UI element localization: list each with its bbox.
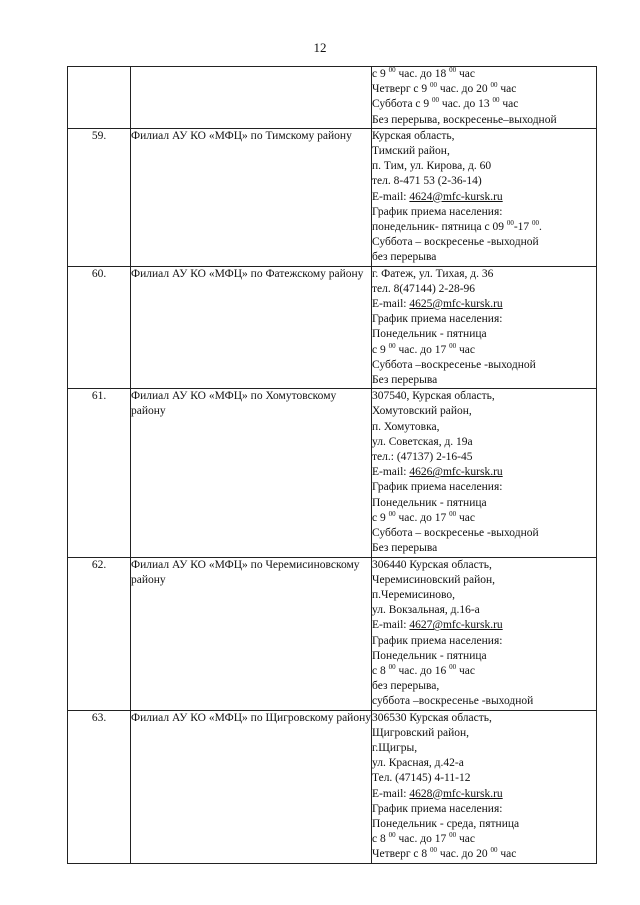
superscript-minutes: 00 <box>506 220 514 228</box>
branch-info-cell <box>372 710 597 863</box>
info-line: Хомутовский район, <box>372 405 472 418</box>
branch-name: Филиал АУ КО «МФЦ» по Фатежскому району <box>131 266 372 389</box>
branch-name: Филиал АУ КО «МФЦ» по Черемисиновскому району <box>131 557 372 710</box>
email-address: 4626@mfc-kursk.ru <box>409 466 503 479</box>
info-line: без перерыва <box>372 251 437 264</box>
superscript-minutes: 00 <box>432 97 440 105</box>
superscript-minutes: 00 <box>388 510 396 518</box>
info-line: ул. Красная, д.42-а <box>372 757 464 770</box>
email-address: 4625@mfc-kursk.ru <box>409 298 503 311</box>
row-number: 61. <box>68 389 131 557</box>
branch-name: Филиал АУ КО «МФЦ» по Хомутовскому району <box>131 389 372 557</box>
superscript-minutes: 00 <box>388 663 396 671</box>
row-number: 59. <box>68 128 131 266</box>
row-number-cell <box>68 67 131 129</box>
email-address: 4624@mfc-kursk.ru <box>409 190 503 203</box>
info-line: График приема населения: <box>372 313 503 326</box>
table-row <box>68 557 597 710</box>
info-line: График приема населения: <box>372 802 503 815</box>
info-line: без перерыва, <box>372 680 440 693</box>
info-line: Суббота –воскресенье -выходной <box>372 358 536 371</box>
info-line: тел. 8-471 53 (2-36-14) <box>372 175 482 188</box>
info-line: ул. Вокзальная, д.16-а <box>372 604 480 617</box>
info-line: 307540, Курская область, <box>372 390 495 403</box>
table-row-continued <box>68 67 597 129</box>
branch-info-cell <box>372 128 597 266</box>
info-line: с 9 $^{00}$ час. до 17 $^{00}$ час <box>372 342 475 356</box>
branch-info-cell <box>372 67 597 129</box>
row-number: 60. <box>68 266 131 389</box>
superscript-minutes: 00 <box>449 342 457 350</box>
info-line: E-mail: 4624@mfc-kursk.ru <box>372 190 503 203</box>
branch-info-cell <box>372 557 597 710</box>
superscript-minutes: 00 <box>449 510 457 518</box>
info-line: E-mail: 4628@mfc-kursk.ru <box>372 787 503 800</box>
info-line: Суббота – воскресенье -выходной <box>372 236 539 249</box>
info-line: Без перерыва <box>372 374 438 387</box>
superscript-minutes: 00 <box>388 832 396 840</box>
superscript-minutes: 00 <box>532 220 540 228</box>
info-line: Без перерыва, воскресенье–выходной <box>372 113 557 126</box>
info-line: тел.: (47137) 2-16-45 <box>372 451 473 464</box>
info-line: с 8 $^{00}$ час. до 17 $^{00}$ час <box>372 832 475 846</box>
info-line: п. Хомутовка, <box>372 420 440 433</box>
info-line: тел. 8(47144) 2-28-96 <box>372 282 476 295</box>
row-number: 63. <box>68 710 131 863</box>
info-line: Тел. (47145) 4-11-12 <box>372 772 471 785</box>
info-line: E-mail: 4627@mfc-kursk.ru <box>372 619 503 632</box>
info-line: г. Фатеж, ул. Тихая, д. 36 <box>372 267 494 280</box>
info-line: п. Тим, ул. Кирова, д. 60 <box>372 160 492 173</box>
info-line: Четверг с 8 $^{00}$ час. до 20 $^{00}$ час <box>372 847 517 861</box>
superscript-minutes: 00 <box>449 67 457 74</box>
info-line: Понедельник - пятница <box>372 328 487 341</box>
branches-table <box>67 66 597 864</box>
info-line: Понедельник - среда, пятница <box>372 817 520 830</box>
info-line: Суббота с 9 $^{00}$ час. до 13 $^{00}$ час <box>372 97 519 111</box>
info-line: Черемисиновский район, <box>372 573 496 586</box>
info-line: суббота –воскресенье -выходной <box>372 695 534 708</box>
superscript-minutes: 00 <box>449 832 457 840</box>
info-line: E-mail: 4626@mfc-kursk.ru <box>372 466 503 479</box>
info-line: E-mail: 4625@mfc-kursk.ru <box>372 298 503 311</box>
branch-name: Филиал АУ КО «МФЦ» по Тимскому району <box>131 128 372 266</box>
info-line: Без перерыва <box>372 542 438 555</box>
superscript-minutes: 00 <box>388 67 396 74</box>
email-address: 4628@mfc-kursk.ru <box>409 787 503 800</box>
info-line: График приема населения: <box>372 481 503 494</box>
superscript-minutes: 00 <box>430 847 438 855</box>
info-line: г.Щигры, <box>372 741 418 754</box>
branch-info-cell <box>372 266 597 389</box>
table-row <box>68 389 597 557</box>
info-line: с 9 $^{00}$ час. до 18 $^{00}$ час <box>372 67 475 80</box>
info-line: с 9 $^{00}$ час. до 17 $^{00}$ час <box>372 510 475 524</box>
info-line: Четверг с 9 $^{00}$ час. до 20 $^{00}$ час <box>372 82 517 96</box>
email-address: 4627@mfc-kursk.ru <box>409 619 503 632</box>
page-number: 12 <box>313 40 327 55</box>
info-line: Понедельник - пятница <box>372 496 487 509</box>
branch-info-cell <box>372 389 597 557</box>
info-line: График приема населения: <box>372 634 503 647</box>
superscript-minutes: 00 <box>492 97 500 105</box>
table-row <box>68 128 597 266</box>
branches-table-body <box>68 67 597 864</box>
info-line: Суббота – воскресенье -выходной <box>372 527 539 540</box>
table-row <box>68 266 597 389</box>
superscript-minutes: 00 <box>490 847 498 855</box>
info-line: 306530 Курская область, <box>372 711 492 724</box>
info-line: Курская область, <box>372 129 455 142</box>
branch-name-cell <box>131 67 372 129</box>
superscript-minutes: 00 <box>388 342 396 350</box>
info-line: Понедельник - пятница <box>372 649 487 662</box>
branch-name: Филиал АУ КО «МФЦ» по Щигровскому району <box>131 710 372 863</box>
info-line: 306440 Курская область, <box>372 558 492 571</box>
table-row <box>68 710 597 863</box>
superscript-minutes: 00 <box>449 663 457 671</box>
info-line: понедельник- пятница с 09 $^{00}$-17 $^{00}$. <box>372 220 542 234</box>
info-line: п.Черемисиново, <box>372 588 456 601</box>
info-line: ул. Советская, д. 19а <box>372 435 473 448</box>
info-line: Тимский район, <box>372 145 450 158</box>
info-line: График приема населения: <box>372 205 503 218</box>
superscript-minutes: 00 <box>430 82 438 90</box>
superscript-minutes: 00 <box>490 82 498 90</box>
info-line: с 8 $^{00}$ час. до 16 $^{00}$ час <box>372 663 475 677</box>
row-number: 62. <box>68 557 131 710</box>
info-line: Щигровский район, <box>372 726 469 739</box>
